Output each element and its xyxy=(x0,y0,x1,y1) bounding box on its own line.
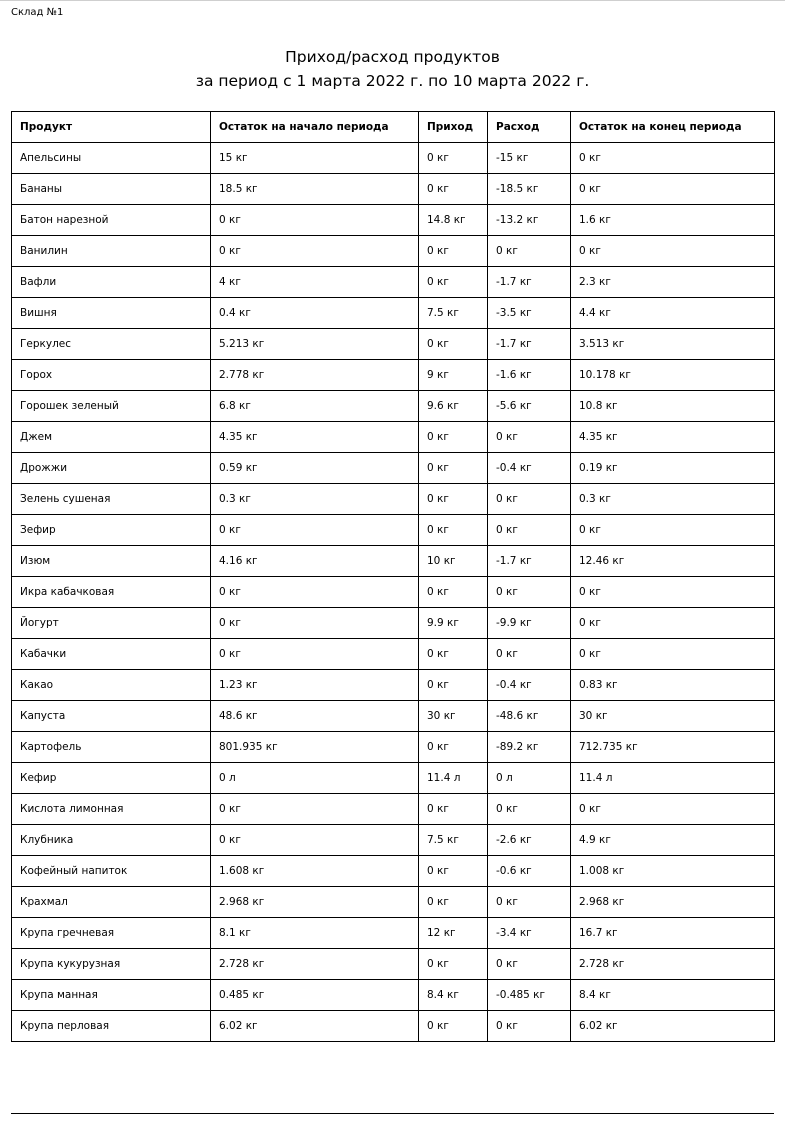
table-row xyxy=(12,794,775,825)
expense-cell: -9.9 кг xyxy=(488,608,571,639)
start-balance-cell: 0 кг xyxy=(211,515,419,546)
start-balance-cell: 1.23 кг xyxy=(211,670,419,701)
start-balance-cell: 801.935 кг xyxy=(211,732,419,763)
income-cell: 11.4 л xyxy=(419,763,488,794)
product-cell: Джем xyxy=(12,422,211,453)
table-row xyxy=(12,887,775,918)
product-cell: Вафли xyxy=(12,267,211,298)
start-balance-cell: 0.59 кг xyxy=(211,453,419,484)
expense-cell: -3.5 кг xyxy=(488,298,571,329)
end-balance-cell: 2.968 кг xyxy=(571,887,775,918)
end-balance-cell: 0.19 кг xyxy=(571,453,775,484)
table-row xyxy=(12,484,775,515)
product-cell: Зефир xyxy=(12,515,211,546)
expense-cell: -1.7 кг xyxy=(488,329,571,360)
expense-cell: 0 кг xyxy=(488,887,571,918)
end-balance-cell: 0 кг xyxy=(571,639,775,670)
start-balance-cell: 2.968 кг xyxy=(211,887,419,918)
expense-cell: 0 кг xyxy=(488,515,571,546)
column-header-expense: Расход xyxy=(488,112,571,143)
product-cell: Апельсины xyxy=(12,143,211,174)
end-balance-cell: 0.83 кг xyxy=(571,670,775,701)
expense-cell: 0 кг xyxy=(488,794,571,825)
product-cell: Крупа кукурузная xyxy=(12,949,211,980)
table-row xyxy=(12,453,775,484)
income-cell: 0 кг xyxy=(419,887,488,918)
income-cell: 12 кг xyxy=(419,918,488,949)
expense-cell: -5.6 кг xyxy=(488,391,571,422)
product-cell: Крупа гречневая xyxy=(12,918,211,949)
table-row xyxy=(12,174,775,205)
start-balance-cell: 4.35 кг xyxy=(211,422,419,453)
table-row xyxy=(12,360,775,391)
product-cell: Дрожжи xyxy=(12,453,211,484)
table-row xyxy=(12,236,775,267)
expense-cell: 0 кг xyxy=(488,949,571,980)
product-cell: Крупа манная xyxy=(12,980,211,1011)
table-row xyxy=(12,732,775,763)
end-balance-cell: 1.6 кг xyxy=(571,205,775,236)
income-cell: 0 кг xyxy=(419,577,488,608)
end-balance-cell: 11.4 л xyxy=(571,763,775,794)
income-cell: 7.5 кг xyxy=(419,298,488,329)
table-row xyxy=(12,639,775,670)
expense-cell: -0.4 кг xyxy=(488,453,571,484)
table-row xyxy=(12,267,775,298)
end-balance-cell: 4.35 кг xyxy=(571,422,775,453)
end-balance-cell: 30 кг xyxy=(571,701,775,732)
end-balance-cell: 0 кг xyxy=(571,236,775,267)
income-cell: 9 кг xyxy=(419,360,488,391)
end-balance-cell: 16.7 кг xyxy=(571,918,775,949)
start-balance-cell: 0.4 кг xyxy=(211,298,419,329)
products-table xyxy=(11,111,775,1042)
table-row xyxy=(12,422,775,453)
start-balance-cell: 2.778 кг xyxy=(211,360,419,391)
product-cell: Йогурт xyxy=(12,608,211,639)
product-cell: Какао xyxy=(12,670,211,701)
table-row xyxy=(12,329,775,360)
start-balance-cell: 4 кг xyxy=(211,267,419,298)
product-cell: Икра кабачковая xyxy=(12,577,211,608)
end-balance-cell: 712.735 кг xyxy=(571,732,775,763)
income-cell: 0 кг xyxy=(419,453,488,484)
start-balance-cell: 0 кг xyxy=(211,205,419,236)
table-row xyxy=(12,515,775,546)
income-cell: 0 кг xyxy=(419,484,488,515)
table-row xyxy=(12,980,775,1011)
product-cell: Вишня xyxy=(12,298,211,329)
product-cell: Кофейный напиток xyxy=(12,856,211,887)
start-balance-cell: 0 кг xyxy=(211,639,419,670)
start-balance-cell: 18.5 кг xyxy=(211,174,419,205)
table-row xyxy=(12,608,775,639)
start-balance-cell: 0 кг xyxy=(211,577,419,608)
income-cell: 9.6 кг xyxy=(419,391,488,422)
expense-cell: -1.7 кг xyxy=(488,546,571,577)
income-cell: 0 кг xyxy=(419,422,488,453)
income-cell: 0 кг xyxy=(419,732,488,763)
income-cell: 10 кг xyxy=(419,546,488,577)
product-cell: Зелень сушеная xyxy=(12,484,211,515)
income-cell: 0 кг xyxy=(419,794,488,825)
income-cell: 9.9 кг xyxy=(419,608,488,639)
income-cell: 0 кг xyxy=(419,639,488,670)
end-balance-cell: 10.8 кг xyxy=(571,391,775,422)
warehouse-label: Склад №1 xyxy=(11,7,64,18)
expense-cell: -0.485 кг xyxy=(488,980,571,1011)
table-row xyxy=(12,825,775,856)
product-cell: Изюм xyxy=(12,546,211,577)
table-row xyxy=(12,205,775,236)
income-cell: 0 кг xyxy=(419,1011,488,1042)
end-balance-cell: 10.178 кг xyxy=(571,360,775,391)
table-row xyxy=(12,1011,775,1042)
expense-cell: -2.6 кг xyxy=(488,825,571,856)
start-balance-cell: 8.1 кг xyxy=(211,918,419,949)
income-cell: 0 кг xyxy=(419,670,488,701)
income-cell: 0 кг xyxy=(419,267,488,298)
expense-cell: -1.6 кг xyxy=(488,360,571,391)
expense-cell: -15 кг xyxy=(488,143,571,174)
expense-cell: 0 кг xyxy=(488,484,571,515)
product-cell: Капуста xyxy=(12,701,211,732)
start-balance-cell: 0 кг xyxy=(211,825,419,856)
end-balance-cell: 3.513 кг xyxy=(571,329,775,360)
bottom-divider xyxy=(11,1113,774,1114)
start-balance-cell: 1.608 кг xyxy=(211,856,419,887)
income-cell: 0 кг xyxy=(419,236,488,267)
product-cell: Картофель xyxy=(12,732,211,763)
income-cell: 8.4 кг xyxy=(419,980,488,1011)
expense-cell: -18.5 кг xyxy=(488,174,571,205)
income-cell: 0 кг xyxy=(419,174,488,205)
start-balance-cell: 4.16 кг xyxy=(211,546,419,577)
product-cell: Крупа перловая xyxy=(12,1011,211,1042)
table-header-row xyxy=(12,112,775,143)
start-balance-cell: 0 кг xyxy=(211,236,419,267)
expense-cell: 0 кг xyxy=(488,422,571,453)
product-cell: Ванилин xyxy=(12,236,211,267)
end-balance-cell: 2.3 кг xyxy=(571,267,775,298)
end-balance-cell: 4.4 кг xyxy=(571,298,775,329)
table-row xyxy=(12,701,775,732)
table-row xyxy=(12,918,775,949)
income-cell: 0 кг xyxy=(419,329,488,360)
start-balance-cell: 48.6 кг xyxy=(211,701,419,732)
end-balance-cell: 0 кг xyxy=(571,608,775,639)
expense-cell: -1.7 кг xyxy=(488,267,571,298)
product-cell: Кислота лимонная xyxy=(12,794,211,825)
end-balance-cell: 0 кг xyxy=(571,515,775,546)
product-cell: Клубника xyxy=(12,825,211,856)
end-balance-cell: 4.9 кг xyxy=(571,825,775,856)
start-balance-cell: 6.02 кг xyxy=(211,1011,419,1042)
end-balance-cell: 8.4 кг xyxy=(571,980,775,1011)
income-cell: 0 кг xyxy=(419,515,488,546)
table-row xyxy=(12,949,775,980)
report-title-line-1: Приход/расход продуктов xyxy=(285,48,500,66)
expense-cell: 0 кг xyxy=(488,639,571,670)
expense-cell: -3.4 кг xyxy=(488,918,571,949)
table-row xyxy=(12,670,775,701)
table-row xyxy=(12,143,775,174)
table-body xyxy=(12,143,775,1042)
product-cell: Бананы xyxy=(12,174,211,205)
expense-cell: 0 кг xyxy=(488,1011,571,1042)
end-balance-cell: 0.3 кг xyxy=(571,484,775,515)
expense-cell: 0 кг xyxy=(488,236,571,267)
column-header-income: Приход xyxy=(419,112,488,143)
product-cell: Горошек зеленый xyxy=(12,391,211,422)
table-row xyxy=(12,577,775,608)
end-balance-cell: 0 кг xyxy=(571,794,775,825)
product-cell: Батон нарезной xyxy=(12,205,211,236)
expense-cell: 0 л xyxy=(488,763,571,794)
income-cell: 0 кг xyxy=(419,856,488,887)
expense-cell: -89.2 кг xyxy=(488,732,571,763)
income-cell: 0 кг xyxy=(419,143,488,174)
end-balance-cell: 0 кг xyxy=(571,143,775,174)
column-header-product: Продукт xyxy=(12,112,211,143)
start-balance-cell: 0 л xyxy=(211,763,419,794)
product-cell: Кабачки xyxy=(12,639,211,670)
end-balance-cell: 12.46 кг xyxy=(571,546,775,577)
page-top-border xyxy=(0,0,785,1)
expense-cell: -0.6 кг xyxy=(488,856,571,887)
product-cell: Горох xyxy=(12,360,211,391)
end-balance-cell: 2.728 кг xyxy=(571,949,775,980)
start-balance-cell: 5.213 кг xyxy=(211,329,419,360)
income-cell: 14.8 кг xyxy=(419,205,488,236)
income-cell: 0 кг xyxy=(419,949,488,980)
expense-cell: 0 кг xyxy=(488,577,571,608)
column-header-end-balance: Остаток на конец периода xyxy=(571,112,775,143)
start-balance-cell: 0 кг xyxy=(211,608,419,639)
start-balance-cell: 2.728 кг xyxy=(211,949,419,980)
start-balance-cell: 15 кг xyxy=(211,143,419,174)
end-balance-cell: 0 кг xyxy=(571,174,775,205)
table-row xyxy=(12,763,775,794)
column-header-start-balance: Остаток на начало периода xyxy=(211,112,419,143)
income-cell: 30 кг xyxy=(419,701,488,732)
start-balance-cell: 0 кг xyxy=(211,794,419,825)
start-balance-cell: 0.485 кг xyxy=(211,980,419,1011)
expense-cell: -48.6 кг xyxy=(488,701,571,732)
product-cell: Крахмал xyxy=(12,887,211,918)
end-balance-cell: 0 кг xyxy=(571,577,775,608)
income-cell: 7.5 кг xyxy=(419,825,488,856)
product-cell: Геркулес xyxy=(12,329,211,360)
table-row xyxy=(12,298,775,329)
table-row xyxy=(12,546,775,577)
end-balance-cell: 1.008 кг xyxy=(571,856,775,887)
start-balance-cell: 6.8 кг xyxy=(211,391,419,422)
table-row xyxy=(12,391,775,422)
table-row xyxy=(12,856,775,887)
expense-cell: -13.2 кг xyxy=(488,205,571,236)
end-balance-cell: 6.02 кг xyxy=(571,1011,775,1042)
report-title-line-2: за период с 1 марта 2022 г. по 10 марта 2022 г. xyxy=(195,72,590,90)
report-title xyxy=(0,45,785,93)
expense-cell: -0.4 кг xyxy=(488,670,571,701)
start-balance-cell: 0.3 кг xyxy=(211,484,419,515)
product-cell: Кефир xyxy=(12,763,211,794)
